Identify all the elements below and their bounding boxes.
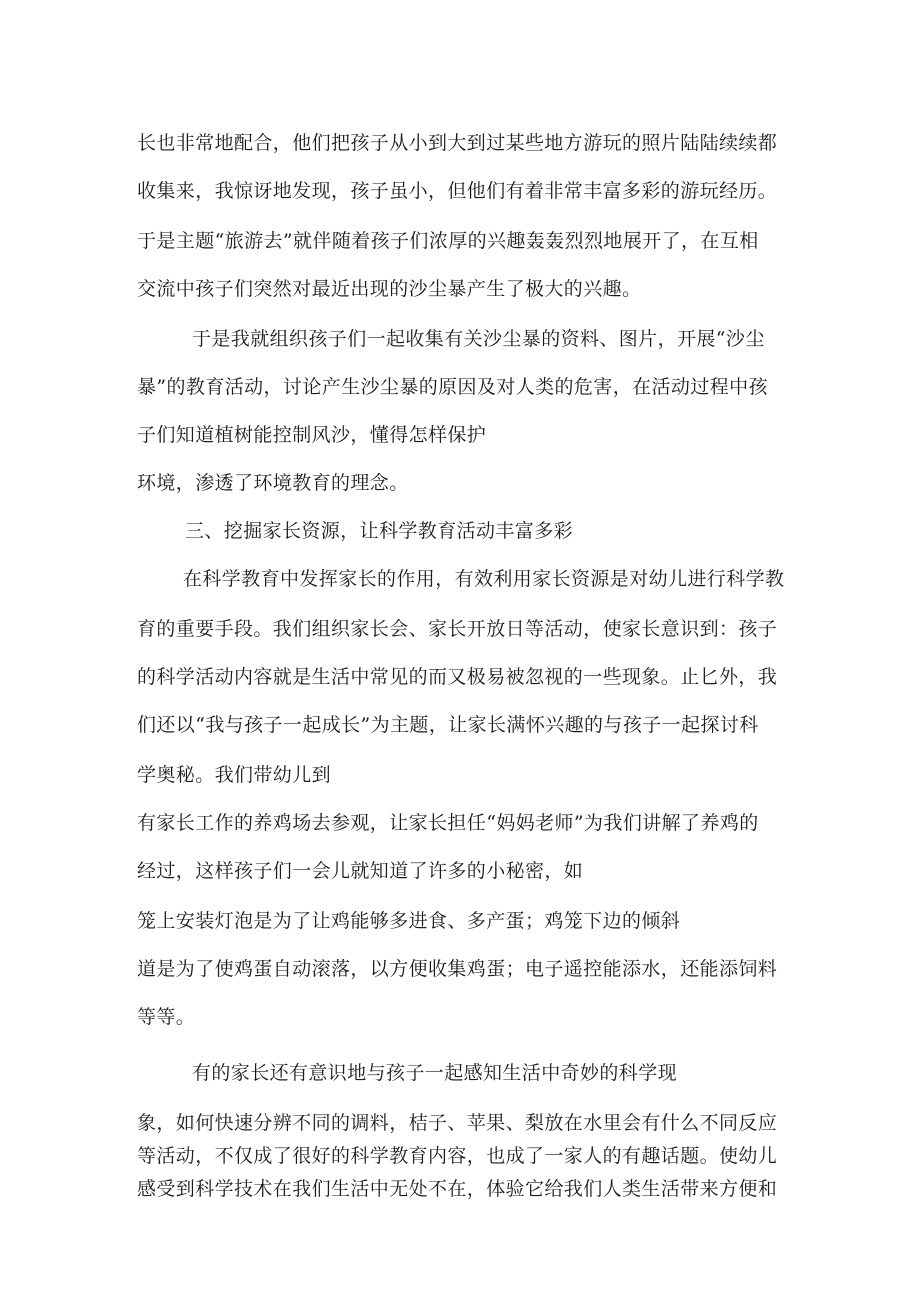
text-line: 们还以“我与孩子一起成长”为主题，让家长满怀兴趣的与孩子一起探讨科 xyxy=(137,714,759,736)
paragraph-first-line: 有的家长还有意识地与孩子一起感知生活中奇妙的科学现 xyxy=(192,1062,678,1084)
text-line: 笼上安装灯泡是为了让鸡能够多进食、多产蛋；鸡笼下边的倾斜 xyxy=(137,910,681,932)
text-line: 暴”的教育活动，讨论产生沙尘暴的原因及对人类的危害，在活动过程中孩 xyxy=(137,376,768,398)
text-line: 的科学活动内容就是生活中常见的而又极易被忽视的一些现象。止匕外，我 xyxy=(137,666,778,688)
text-line: 长也非常地配合，他们把孩子从小到大到过某些地方游玩的照片陆陆续续都 xyxy=(137,132,778,154)
text-line: 环境，渗透了环境教育的理念。 xyxy=(137,472,409,494)
text-line: 有家长工作的养鸡场去参观，让家长担任“妈妈老师”为我们讲解了养鸡的 xyxy=(137,812,759,834)
text-line: 道是为了使鸡蛋自动滚落，以方便收集鸡蛋；电子遥控能添水，还能添饲料 xyxy=(137,958,778,980)
text-line: 收集来，我惊讶地发现，孩子虽小，但他们有着非常丰富多彩的游玩经历。 xyxy=(137,180,778,202)
text-line: 经过，这样孩子们一会儿就知道了许多的小秘密，如 xyxy=(137,860,584,882)
text-line: 子们知道植树能控制风沙，懂得怎样保护 xyxy=(137,424,487,446)
text-line: 于是主题“旅游去”就伴随着孩子们浓厚的兴趣轰轰烈烈地展开了，在互相 xyxy=(137,230,759,252)
paragraph-first-line: 于是我就组织孩子们一起收集有关沙尘暴的资料、图片，开展“沙尘 xyxy=(192,328,765,350)
text-line: 感受到科学技术在我们生活中无处不在，体验它给我们人类生活带来方便和 xyxy=(137,1178,778,1200)
text-line: 交流中孩子们突然对最近出现的沙尘暴产生了极大的兴趣。 xyxy=(137,278,642,300)
paragraph-first-line: 在科学教育中发挥家长的作用，有效利用家长资源是对幼儿进行科学教 xyxy=(183,568,785,590)
text-line: 学奥秘。我们带幼儿到 xyxy=(137,764,332,786)
text-line: 等活动，不仅成了很好的科学教育内容，也成了一家人的有趣话题。使幼儿 xyxy=(137,1145,778,1167)
section-heading: 三、挖掘家长资源，让科学教育活动丰富多彩 xyxy=(185,520,574,542)
text-line: 象，如何快速分辨不同的调料，桔子、苹果、梨放在水里会有什么不同反应 xyxy=(137,1112,778,1134)
text-line: 育的重要手段。我们组织家长会、家长开放日等活动，使家长意识到：孩子 xyxy=(137,618,778,640)
text-line: 等等。 xyxy=(137,1006,196,1028)
